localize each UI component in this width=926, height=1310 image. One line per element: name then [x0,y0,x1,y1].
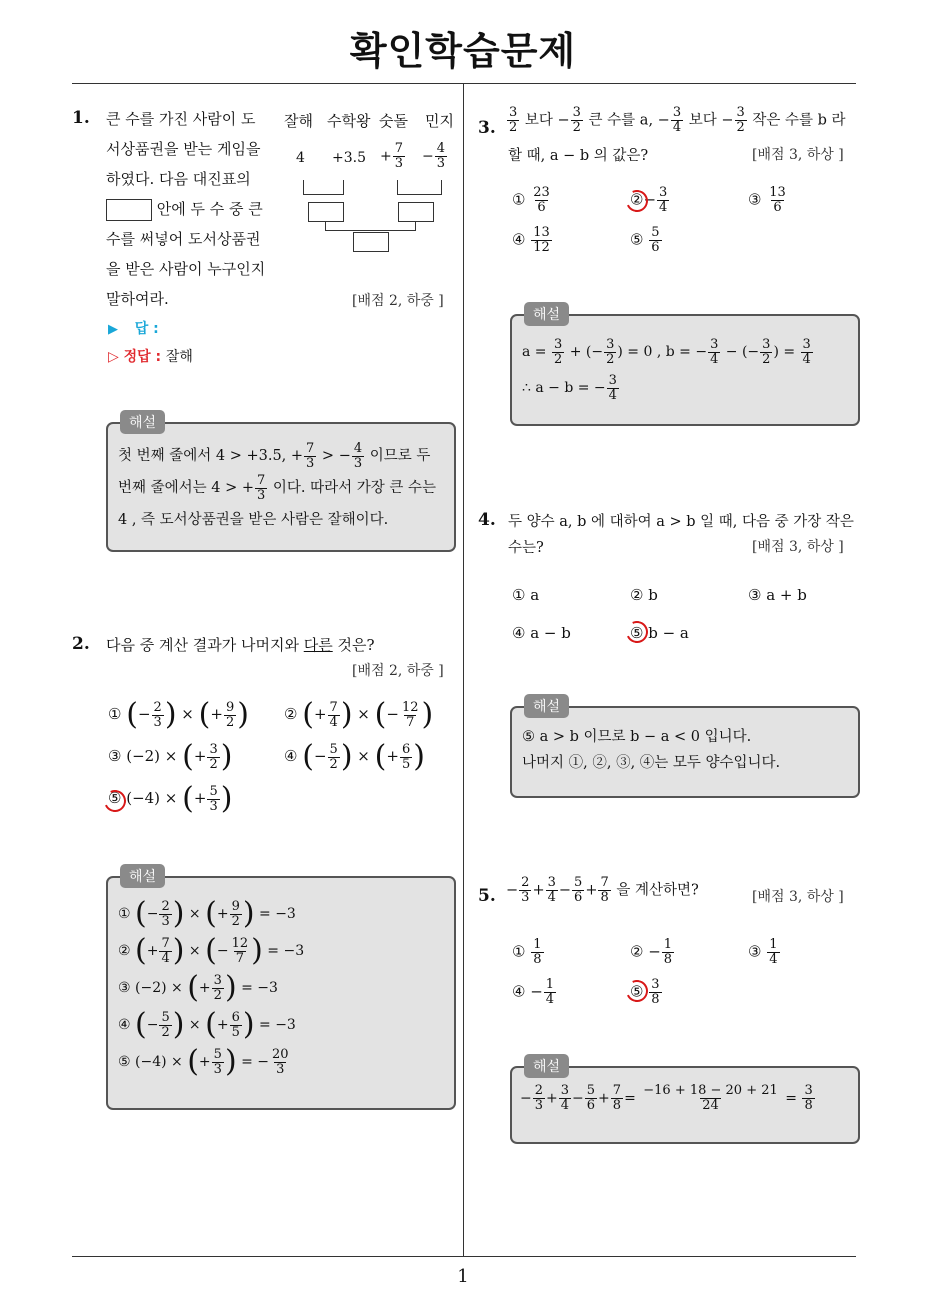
bracket-line [303,180,304,194]
triangle-outline-icon: ▷ [108,349,119,365]
page-number: 1 [457,1266,469,1287]
choice-1[interactable]: ① $\frac{1}{8}$ [512,937,542,967]
player-name: 숫돌 [379,112,408,130]
bracket-box-final [353,232,389,252]
correct-answer-row [108,346,193,366]
choice-3[interactable]: ③ a + b [748,586,807,604]
player-name: 민지 [425,112,454,130]
choice-1[interactable]: ① $\frac{23}{6}$ [512,185,550,215]
bracket-line [325,221,326,230]
choice-2[interactable]: ②− $\frac{3}{4}$ [630,185,668,215]
answer-row [108,318,159,338]
text-line: 안에 두 수 중 큰 [156,200,263,218]
player-value: 4 [296,150,305,166]
text-line: 하였다. 다음 대진표의 [106,170,251,188]
explanation-tag: 해설 [524,694,569,718]
choice-2[interactable]: ② − $\frac{1}{8}$ [630,937,673,967]
choice-3[interactable]: ③ $\frac{13}{6}$ [748,185,786,215]
bracket-line [303,194,344,195]
bracket-line [397,194,442,195]
question-3-text-line2: 할 때, a − b 의 값은? [508,148,649,164]
player-name: 잘해 [284,112,313,130]
choice-3[interactable]: ③ $\frac{1}{4}$ [748,937,778,967]
text-line: 을 받은 사람이 누구인지 [106,260,266,278]
choice-1[interactable]: ① a [512,586,540,604]
question-number: 1. [72,108,90,128]
play-icon: ▶ [108,322,118,337]
choice-4[interactable]: ④ (− $\frac{5}{2}$ ) × (+ $\frac{6}{5}$ ) [284,739,425,774]
choice-2[interactable]: ② (+ $\frac{7}{4}$ ) × (− $\frac{12}{7}$ ) [284,697,434,732]
choice-5[interactable]: ⑤ b − a [630,624,689,642]
bottom-divider [72,1256,856,1257]
bracket-line [441,180,442,194]
top-divider [72,83,856,84]
question-number: 4. [478,510,496,530]
choice-4[interactable]: ④ $\frac{13}{12}$ [512,225,550,255]
question-number: 5. [478,886,496,906]
question-number: 2. [72,634,90,654]
tournament-bracket [284,110,459,260]
explanation-text: 첫 번째 줄에서 4 > +3.5, + $\frac{7}{3}$ > − $\frac{4}{3}$ 이므로 두 번째 줄에서는 4 > + $\frac{7}{3}$ 이다. 따라서 가장 큰 수는 4 , 즉 도서상품권을 받은 사람은 잘해이다. [118,440,437,528]
bracket-box [398,202,434,222]
bracket-line [415,221,416,230]
question-number: 3. [478,118,496,138]
explanation-text: ① (− $\frac{2}{3}$ ) × (+ $\frac{9}{2}$ ) = −3 ② (+ $\frac{7}{4}$ ) × (− $\frac{12}{7}$ ) = −3 ③ (−2) × (+ $\frac{3}{2}$ ) = −3 ④ (− $\frac{5}{2}$ ) × (+ $\frac{6}{5}$ ) = −3 ⑤ (−4) × (+ $\frac{5}{3}$ ) = − $\frac{20}{3}$ [118,896,305,1079]
choice-4[interactable]: ④ a − b [512,624,571,642]
text-line: 수를 써넣어 도서상품권 [106,230,261,248]
bracket-line [343,180,344,194]
score-label: [배점 2, 하중 ] [352,663,444,679]
text-line: 서상품권을 받는 게임을 [106,140,261,158]
explanation-tag: 해설 [120,864,165,888]
text-line: 큰 수를 가진 사람이 도 [106,110,256,128]
explanation-tag: 해설 [524,302,569,326]
answer-blank-box [106,199,152,221]
question-2-text: 다음 중 계산 결과가 나머지와 다른 것은? [106,636,375,654]
score-label: [배점 3, 하상 ] [752,539,844,555]
explanation-text: ⑤ a > b 이므로 b − a < 0 입니다. 나머지 ①, ②, ③, ④는 모두 양수입니다. [522,729,781,771]
text-line: 말하여라. [106,290,169,308]
correct-answer-label: 정답 : [123,349,162,365]
choice-2[interactable]: ② b [630,586,658,604]
answer-label: 답 : [134,321,159,337]
explanation-text: − $\frac{2}{3}$ + $\frac{3}{4}$ − $\frac{5}{6}$ + $\frac{7}{8}$ = $\frac{-16 + 18 - 20 + 21}{24}$ = $\frac{3}{8}$ [520,1083,813,1113]
player-name: 수학왕 [327,112,371,130]
question-1-text [106,104,276,314]
column-divider [463,84,464,1256]
correct-answer-value: 잘해 [165,349,193,365]
choice-1[interactable]: ① (− $\frac{2}{3}$ ) × (+ $\frac{9}{2}$ ) [108,697,249,732]
explanation-tag: 해설 [524,1054,569,1078]
choice-4[interactable]: ④ − $\frac{1}{4}$ [512,977,555,1007]
score-label: [배점 3, 하상 ] [752,147,844,163]
player-value: +3.5 [332,150,366,166]
bracket-box [308,202,344,222]
question-4-text: 두 양수 a, b 에 대하여 a > b 일 때, 다음 중 가장 작은 [508,514,854,530]
question-4-text-line2: 수는? [508,540,544,556]
question-3-text: $\frac{3}{2}$ 보다 − $\frac{3}{2}$ 큰 수를 a, − $\frac{3}{4}$ 보다 − $\frac{3}{2}$ 작은 수를 b 라 [509,105,846,135]
score-label: [배점 3, 하상 ] [752,889,844,905]
choice-3[interactable]: ③ (−2) × (+ $\frac{3}{2}$ ) [108,739,233,774]
page-title: 확인학습문제 [349,29,577,73]
question-5-text: − $\frac{2}{3}$ + $\frac{3}{4}$ − $\frac{5}{6}$ + $\frac{7}{8}$ 을 계산하면? [506,875,699,905]
explanation-text: a = $\frac{3}{2}$ + (− $\frac{3}{2}$ ) = 0 , b = − $\frac{3}{4}$ − (− $\frac{3}{2}$ ) = $\frac{3}{4}$ ∴ a − b = − $\frac{3}{4}$ [522,336,811,403]
player-value: − $\frac{4}{3}$ [422,141,446,171]
choice-5[interactable]: ⑤ $\frac{3}{8}$ [630,977,660,1007]
bracket-line [397,180,398,194]
choice-5[interactable]: ⑤ $\frac{5}{6}$ [630,225,660,255]
bracket-line [325,230,416,231]
player-value: + $\frac{7}{3}$ [380,141,404,171]
explanation-tag: 해설 [120,410,165,434]
choice-5[interactable]: ⑤ (−4) × (+ $\frac{5}{3}$ ) [108,781,233,816]
score-label: [배점 2, 하중 ] [352,293,444,309]
